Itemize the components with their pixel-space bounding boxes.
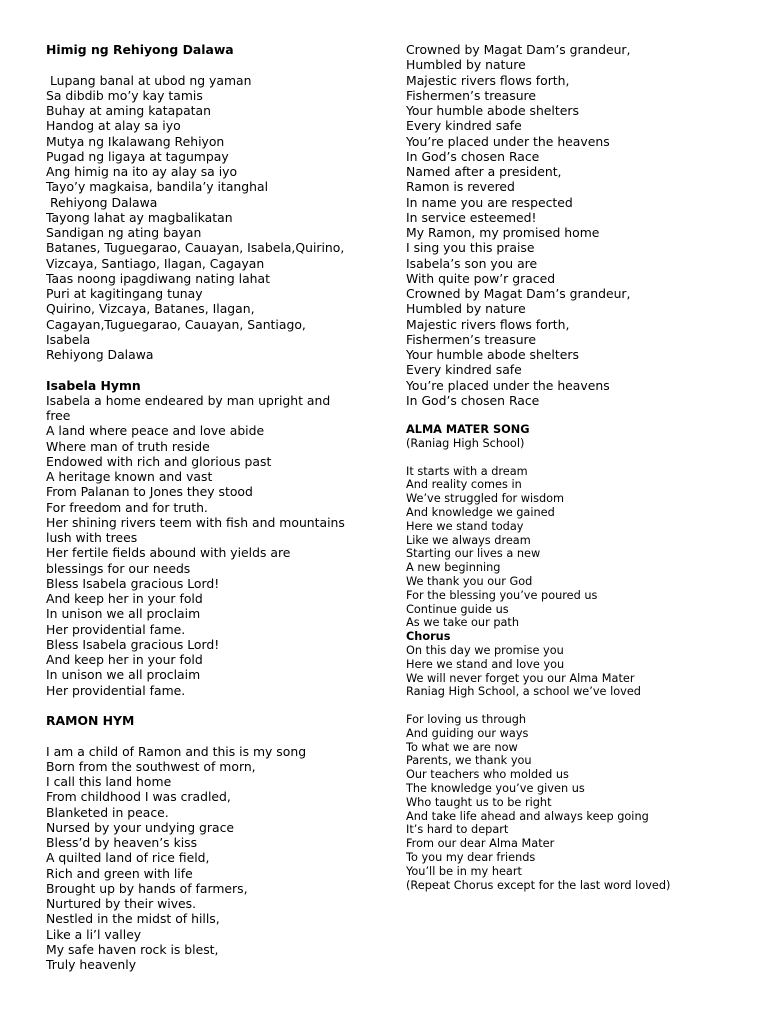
lyric-line: Vizcaya, Santiago, Ilagan, Cagayan	[46, 255, 265, 271]
lyric-line: Brought up by hands of farmers,	[46, 880, 248, 896]
lyric-line: Here we stand and love you	[406, 657, 565, 671]
lyric-line: Named after a president,	[406, 164, 562, 179]
lyric-line: Starting our lives a new	[406, 547, 541, 561]
spacer	[406, 451, 756, 465]
lyric-line: Sa dibdib mo’y kay tamis	[46, 87, 203, 103]
lyric-line: Nurtured by their wives.	[46, 896, 197, 911]
lyric-line: blessings for our needs	[46, 560, 191, 576]
lyric-line: Tayong lahat ay magbalikatan	[46, 209, 233, 225]
lyric-line: Here we stand today	[406, 519, 524, 533]
lyric-line: Lupang banal at ubod ng yaman	[46, 72, 252, 88]
lyrics-ramon-hym-part1	[46, 744, 396, 973]
lyric-line: For the blessing you’ve poured us	[406, 588, 598, 602]
lyric-line: Raniag High School, a school we’ve loved	[406, 685, 641, 699]
lyric-line: As we take our path	[406, 616, 520, 630]
lyric-line: To what we are now	[406, 740, 518, 754]
alma-mater-subtitle: (Raniag High School)	[406, 437, 525, 451]
lyrics-isabela-hymn	[46, 393, 396, 698]
lyric-line: Our teachers who molded us	[406, 768, 569, 782]
lyric-line: Pugad ng ligaya at tagumpay	[46, 148, 229, 164]
lyric-line: We’ve struggled for wisdom	[406, 492, 565, 506]
lyric-line: Crowned by Magat Dam’s grandeur,	[406, 286, 631, 301]
lyric-line: Majestic rivers flows forth,	[406, 316, 570, 332]
lyric-line: Ramon is revered	[406, 179, 515, 195]
lyric-line: Tayo’y magkaisa, bandila’y itanghal	[46, 179, 269, 195]
lyric-line: I call this land home	[46, 774, 172, 789]
lyric-line: Where man of truth reside	[46, 438, 210, 454]
lyric-line: You’ll be in my heart	[406, 864, 522, 878]
lyric-line: Crowned by Magat Dam’s grandeur,	[406, 42, 631, 57]
lyric-line: Endowed with rich and glorious past	[46, 453, 272, 469]
lyric-line: I sing you this praise	[406, 240, 535, 256]
lyric-line: Majestic rivers flows forth,	[406, 72, 570, 88]
lyric-line: In name you are respected	[406, 194, 573, 210]
lyric-line: Taas noong ipagdiwang nating lahat	[46, 270, 270, 286]
lyric-line: To you my dear friends	[406, 850, 536, 864]
lyric-line: Fishermen’s treasure	[406, 331, 537, 347]
right-column	[406, 42, 756, 892]
lyric-line: Humbled by nature	[406, 301, 526, 317]
lyric-line: Her providential fame.	[46, 621, 186, 637]
lyric-line: Parents, we thank you	[406, 754, 532, 768]
lyric-line: It’s hard to depart	[406, 823, 509, 837]
lyric-line: And knowledge we gained	[406, 506, 555, 520]
lyric-line: And keep her in your fold	[46, 591, 203, 606]
lyric-line: With quite pow’r graced	[406, 270, 556, 286]
chorus-label: Chorus	[406, 630, 451, 644]
lyric-line: For freedom and for truth.	[46, 499, 208, 515]
lyric-line: The knowledge you’ve given us	[406, 781, 585, 795]
lyric-line: Quirino, Vizcaya, Batanes, Ilagan,	[46, 301, 255, 317]
lyric-line: free	[46, 408, 71, 423]
spacer	[46, 57, 396, 72]
lyric-line: Buhay at aming katapatan	[46, 103, 211, 118]
spacer	[406, 408, 756, 423]
lyric-line: Batanes, Tuguegarao, Cauayan, Isabela,Quirino,	[46, 240, 345, 256]
lyric-line: Bless Isabela gracious Lord!	[46, 575, 220, 591]
lyric-line: From Palanan to Jones they stood	[46, 484, 253, 500]
lyric-line: A quilted land of rice field,	[46, 850, 210, 866]
lyric-line: Humbled by nature	[406, 57, 526, 73]
lyric-line: Truly heavenly	[46, 957, 137, 972]
lyric-line: Ang himig na ito ay alay sa iyo	[46, 164, 238, 179]
lyrics-alma-mater-chorus	[406, 644, 756, 699]
lyric-line: In God’s chosen Race	[406, 392, 540, 408]
lyric-line: Nursed by your undying grace	[46, 819, 235, 835]
lyric-line: Her fertile fields abound with yields are	[46, 545, 291, 561]
song-title-isabela-hymn: Isabela Hymn	[46, 377, 141, 393]
lyric-line: In God’s chosen Race	[406, 148, 540, 164]
spacer	[406, 699, 756, 713]
lyric-line: Nestled in the midst of hills,	[46, 911, 220, 927]
lyric-line: A heritage known and vast	[46, 469, 213, 484]
lyric-line: We thank you our God	[406, 575, 533, 589]
lyric-line: Mutya ng Ikalawang Rehiyon	[46, 133, 225, 149]
lyric-line: In unison we all proclaim	[46, 606, 201, 622]
lyric-line: Who taught us to be right	[406, 795, 552, 809]
lyric-line: Your humble abode shelters	[406, 347, 579, 362]
lyric-line: My Ramon, my promised home	[406, 225, 600, 240]
lyric-line: lush with trees	[46, 530, 138, 545]
lyric-line: On this day we promise you	[406, 644, 564, 657]
lyric-line: From our dear Alma Mater	[406, 837, 555, 851]
lyric-line: I am a child of Ramon and this is my song	[46, 743, 307, 759]
lyric-line: And guiding our ways	[406, 726, 529, 740]
lyric-line: Sandigan ng ating bayan	[46, 225, 202, 240]
lyrics-alma-mater-verse1	[406, 465, 756, 631]
lyric-line: Her providential fame.	[46, 682, 186, 698]
lyric-line: Isabela’s son you are	[406, 255, 538, 271]
lyric-line: Rich and green with life	[46, 865, 193, 881]
lyric-line: Her shining rivers teem with fish and mountains	[46, 514, 345, 530]
spacer	[46, 362, 396, 377]
lyric-line: Bless’d by heaven’s kiss	[46, 835, 198, 850]
lyric-line: Isabela	[46, 331, 91, 347]
lyrics-ramon-hym-part2	[406, 42, 756, 408]
lyrics-alma-mater-verse2	[406, 713, 756, 892]
lyrics-himig	[46, 73, 396, 363]
lyric-line: Every kindred safe	[406, 362, 522, 378]
lyric-line: Like a li’l valley	[46, 926, 142, 942]
lyric-line: Like we always dream	[406, 533, 531, 547]
lyric-line: Fishermen’s treasure	[406, 87, 537, 103]
lyric-line: For loving us through	[406, 712, 527, 726]
lyric-line: And reality comes in	[406, 478, 522, 492]
lyric-line: Isabela a home endeared by man upright and	[46, 392, 331, 408]
spacer	[46, 728, 396, 743]
lyric-line: A land where peace and love abide	[46, 423, 265, 439]
lyric-line: Cagayan,Tuguegarao, Cauayan, Santiago,	[46, 316, 306, 332]
lyric-line: Handog at alay sa iyo	[46, 118, 181, 134]
lyric-line: Every kindred safe	[406, 118, 522, 134]
lyric-line: In service esteemed!	[406, 209, 537, 225]
lyric-line: Puri at kagitingang tunay	[46, 286, 203, 301]
lyric-line: Born from the southwest of morn,	[46, 758, 256, 774]
lyric-line: In unison we all proclaim	[46, 667, 201, 683]
lyric-line: Rehiyong Dalawa	[46, 347, 154, 362]
lyric-line: You’re placed under the heavens	[406, 133, 610, 149]
song-title-ramon-hym: RAMON HYM	[46, 713, 135, 728]
lyric-line: Your humble abode shelters	[406, 103, 579, 118]
lyric-line: From childhood I was cradled,	[46, 789, 231, 805]
lyric-line: A new beginning	[406, 561, 501, 575]
lyric-line: And take life ahead and always keep going	[406, 809, 649, 823]
spacer	[46, 698, 396, 713]
song-title-alma-mater: ALMA MATER SONG	[406, 423, 530, 437]
left-column	[46, 42, 396, 972]
lyric-line: My safe haven rock is blest,	[46, 941, 219, 957]
lyric-line: (Repeat Chorus except for the last word loved)	[406, 878, 671, 892]
lyric-line: We will never forget you our Alma Mater	[406, 671, 635, 685]
lyric-line: Rehiyong Dalawa	[46, 194, 158, 210]
lyric-line: Continue guide us	[406, 602, 509, 616]
song-title-himig: Himig ng Rehiyong Dalawa	[46, 42, 234, 57]
lyric-line: Blanketed in peace.	[46, 804, 169, 820]
lyric-line: It starts with a dream	[406, 464, 528, 478]
lyric-line: You’re placed under the heavens	[406, 377, 610, 393]
lyric-line: And keep her in your fold	[46, 652, 203, 667]
lyric-line: Bless Isabela gracious Lord!	[46, 636, 220, 652]
